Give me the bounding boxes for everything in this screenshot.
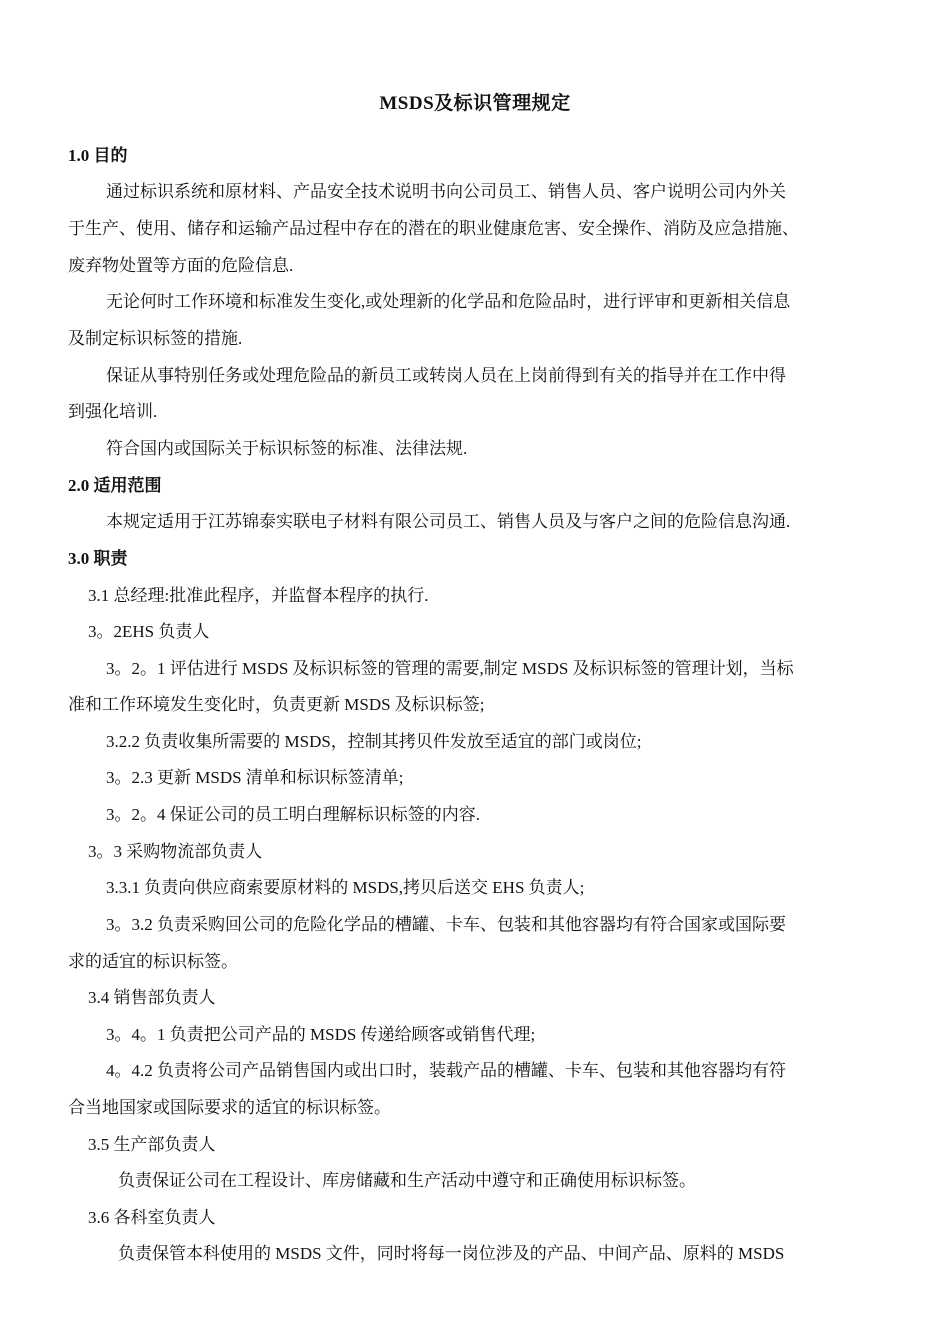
clause-line: 3.1 总经理:批准此程序，并监督本程序的执行. [88, 586, 429, 605]
clause-line: 4。4.2 负责将公司产品销售国内或出口时，装载产品的槽罐、卡车、包装和其他容器均有符 [106, 1061, 786, 1080]
paragraph-line: 无论何时工作环境和标准发生变化,或处理新的化学品和危险品时，进行评审和更新相关信息 [106, 292, 791, 311]
paragraph-line: 到强化培训. [68, 402, 158, 421]
clause-line: 3。3.2 负责采购回公司的危险化学品的槽罐、卡车、包装和其他容器均有符合国家或国际要 [106, 915, 786, 934]
clause-line: 3.3.1 负责向供应商索要原材料的 MSDS,拷贝后送交 EHS 负责人; [106, 878, 585, 897]
clause-line: 3。2.3 更新 MSDS 清单和标识标签清单; [106, 768, 404, 787]
clause-line: 准和工作环境发生变化时，负责更新 MSDS 及标识标签; [68, 695, 485, 714]
paragraph-line: 保证从事特别任务或处理危险品的新员工或转岗人员在上岗前得到有关的指导并在工作中得 [106, 366, 786, 385]
clause-line: 3。2。1 评估进行 MSDS 及标识标签的管理的需要,制定 MSDS 及标识标签的管理计划，当标 [106, 659, 794, 678]
paragraph-line: 及制定标识标签的措施. [68, 329, 243, 348]
clause-heading: 3.4 销售部负责人 [88, 988, 216, 1007]
clause-heading: 3.6 各科室负责人 [88, 1208, 216, 1227]
clause-line: 求的适宜的标识标签。 [68, 952, 238, 971]
clause-heading: 3.5 生产部负责人 [88, 1135, 216, 1154]
section-heading-2: 2.0 适用范围 [68, 476, 162, 495]
paragraph-line: 符合国内或国际关于标识标签的标准、法律法规. [106, 439, 468, 458]
section-heading-3: 3.0 职责 [68, 549, 128, 568]
clause-line: 3。4。1 负责把公司产品的 MSDS 传递给顾客或销售代理; [106, 1025, 536, 1044]
document-title: MSDS及标识管理规定 [379, 93, 571, 114]
clause-heading: 3。3 采购物流部负责人 [88, 842, 263, 861]
clause-line: 3.2.2 负责收集所需要的 MSDS，控制其拷贝件发放至适宜的部门或岗位; [106, 732, 642, 751]
paragraph-line: 通过标识系统和原材料、产品安全技术说明书向公司员工、销售人员、客户说明公司内外关 [106, 182, 786, 201]
clause-line: 3。2。4 保证公司的员工明白理解标识标签的内容. [106, 805, 480, 824]
paragraph-line: 废弃物处置等方面的危险信息. [68, 256, 294, 275]
section-heading-1: 1.0 目的 [68, 146, 128, 165]
clause-line: 负责保管本科使用的 MSDS 文件，同时将每一岗位涉及的产品、中间产品、原料的 MSDS [118, 1244, 785, 1263]
paragraph-line: 于生产、使用、储存和运输产品过程中存在的潜在的职业健康危害、安全操作、消防及应急措施、 [68, 219, 799, 238]
clause-heading: 3。2EHS 负责人 [88, 622, 210, 641]
clause-line: 负责保证公司在工程设计、库房储藏和生产活动中遵守和正确使用标识标签。 [118, 1171, 696, 1190]
paragraph-line: 本规定适用于江苏锦泰实联电子材料有限公司员工、销售人员及与客户之间的危险信息沟通. [106, 512, 791, 531]
clause-line: 合当地国家或国际要求的适宜的标识标签。 [68, 1098, 391, 1117]
